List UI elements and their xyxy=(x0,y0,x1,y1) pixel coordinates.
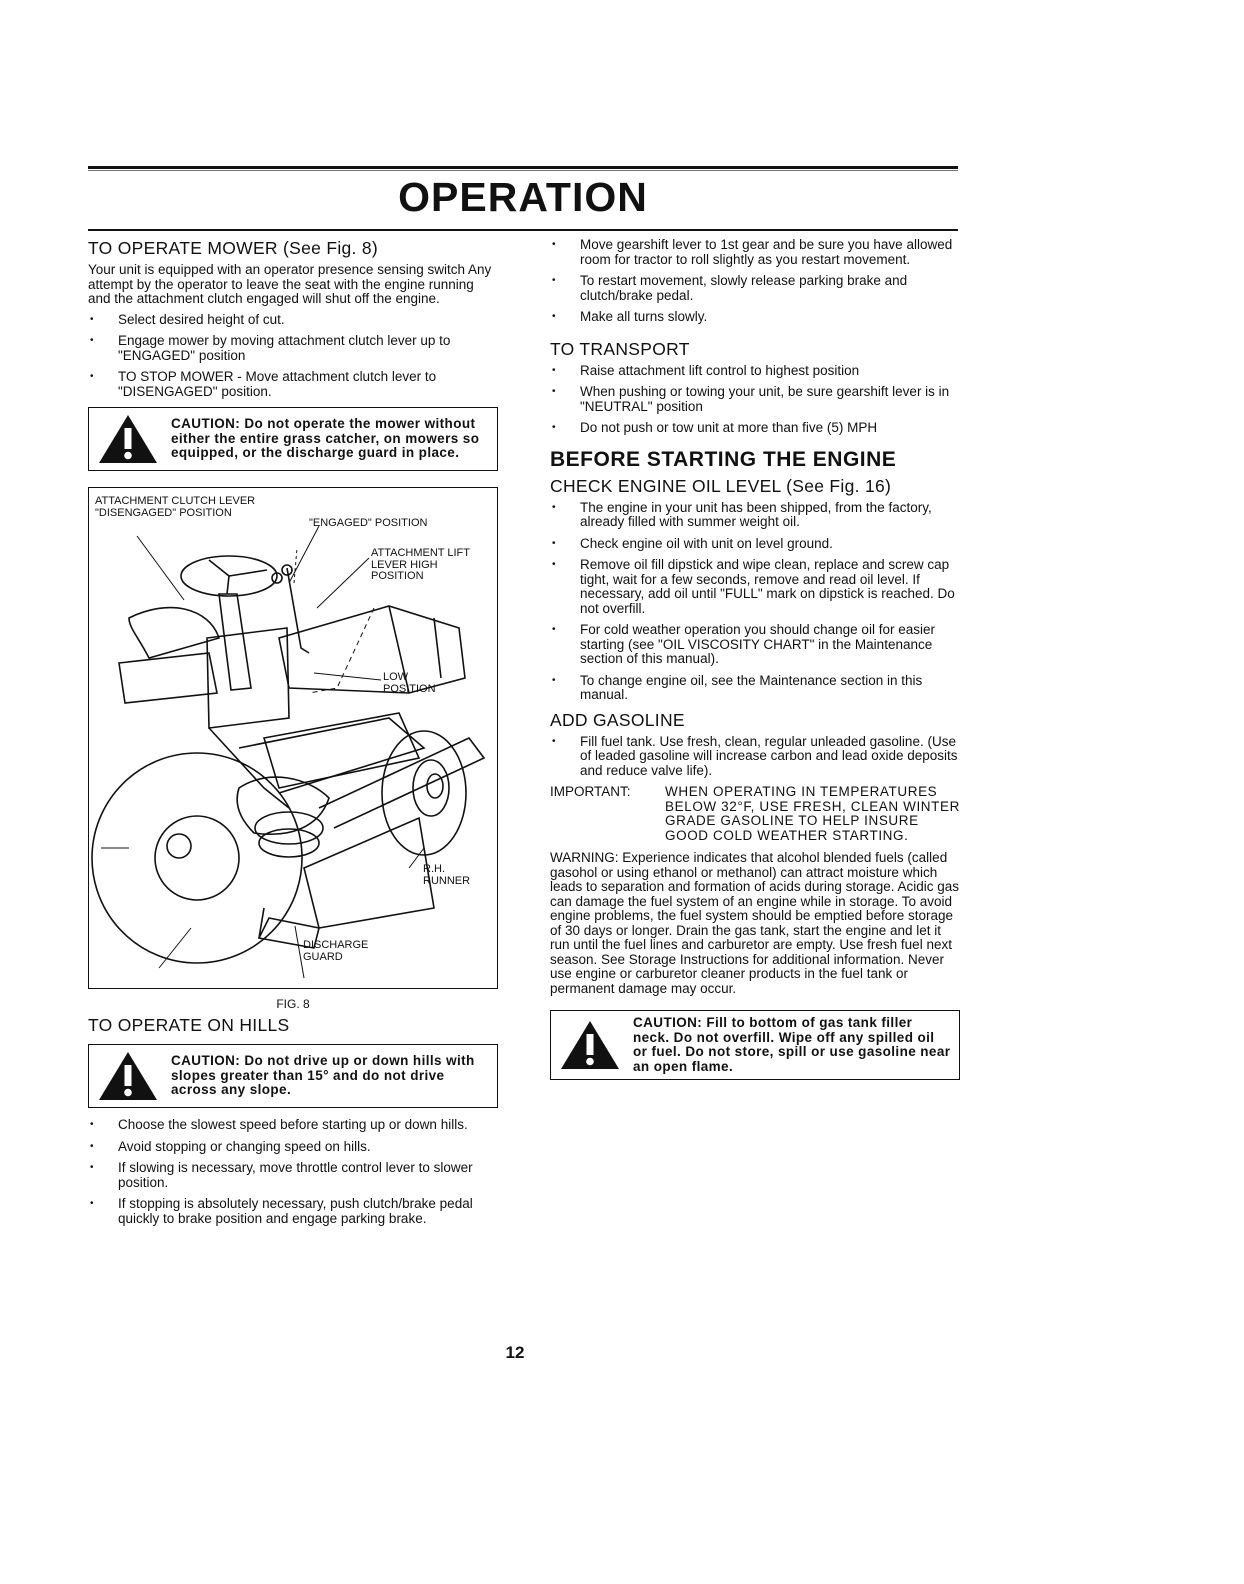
list-item: • Fill fuel tank. Use fresh, clean, regular unleaded gasoline. (Use of leaded gasoline will increase carbon and lead oxide deposits and reduce valve life). xyxy=(550,735,960,779)
important-note xyxy=(550,785,960,843)
list-item: • Do not push or tow unit at more than five (5) MPH xyxy=(550,421,960,436)
list-item: • For cold weather operation you should change oil for easier starting (see "OIL VISCOSITY CHART" in the Maintenance section of this manual). xyxy=(550,623,960,667)
gasoline-caution-text: CAUTION: Fill to bottom of gas tank filler neck. Do not overfill. Wipe off any spilled oil or fuel. Do not store, spill or use gasoline near an open flame. xyxy=(633,1015,951,1074)
transport-bullets xyxy=(550,364,960,436)
figure-caption: FIG. 8 xyxy=(276,997,310,1011)
list-item: • If slowing is necessary, move throttle control lever to slower position. xyxy=(88,1161,498,1190)
gasoline-bullets xyxy=(550,735,960,779)
list-item: • Avoid stopping or changing speed on hills. xyxy=(88,1140,498,1155)
page-number: 12 xyxy=(505,1343,525,1362)
top-rule-thin xyxy=(88,170,958,171)
right-column xyxy=(550,238,960,1090)
title-underline xyxy=(88,229,958,231)
warning-triangle-icon xyxy=(559,1019,621,1071)
transport-heading: TO TRANSPORT xyxy=(550,338,690,359)
top-rule xyxy=(88,166,958,169)
hills-caution-text: CAUTION: Do not drive up or down hills with slopes greater than 15° and do not drive across any slope. xyxy=(171,1053,475,1098)
list-item: • Move gearshift lever to 1st gear and be sure you have allowed room for tractor to roll slightly as you restart movement. xyxy=(550,238,960,267)
label-rh-runner: R.H. RUNNER xyxy=(423,863,471,887)
list-item: • Check engine oil with unit on level ground. xyxy=(550,537,960,552)
list-item: • To change engine oil, see the Maintenance section in this manual. xyxy=(550,674,960,703)
label-attachment-clutch: ATTACHMENT CLUTCH LEVER "DISENGAGED" POSITION xyxy=(95,495,256,519)
left-column xyxy=(88,238,498,1233)
label-engaged-position: "ENGAGED" POSITION xyxy=(309,517,428,529)
important-label: IMPORTANT: xyxy=(550,784,631,799)
label-low-position: LOW POSITION xyxy=(383,671,436,695)
list-item: • TO STOP MOWER - Move attachment clutch lever to "DISENGAGED" position. xyxy=(88,370,498,399)
list-item: • Make all turns slowly. xyxy=(550,310,960,325)
warning-triangle-icon xyxy=(97,413,159,465)
label-discharge-guard: DISCHARGE GUARD xyxy=(303,939,369,963)
hills-bullets xyxy=(88,1118,498,1226)
list-item: • Select desired height of cut. xyxy=(88,313,498,328)
hills-heading: TO OPERATE ON HILLS xyxy=(88,1015,290,1035)
mower-heading: TO OPERATE MOWER (See Fig. 8) xyxy=(88,238,379,258)
mower-caution-text: CAUTION: Do not operate the mower without either the entire grass catcher, on mowers so equipped, or the discharge guard in place. xyxy=(171,416,480,461)
restart-bullets xyxy=(550,238,960,325)
list-item: • Raise attachment lift control to highest position xyxy=(550,364,960,379)
before-starting-heading: BEFORE STARTING THE ENGINE xyxy=(550,447,897,471)
mower-intro: Your unit is equipped with an operator presence sensing switch Any attempt by the operator to leave the seat with the engine running and the attachment clutch engaged will shut off the engine. xyxy=(88,262,492,306)
list-item: • Remove oil fill dipstick and wipe clean, replace and screw cap tight, wait for a few seconds, remove and read oil level. If necessary, add oil until "FULL" mark on dipstick is reached. Do not overfill. xyxy=(550,558,960,616)
list-item: • When pushing or towing your unit, be sure gearshift lever is in "NEUTRAL" position xyxy=(550,385,960,414)
fig-8-illustration xyxy=(88,487,498,989)
warning-paragraph: WARNING: Experience indicates that alcohol blended fuels (called gasohol or using ethanol or methanol) can attract moisture which leads to separation and formation of acids during storage. Acidic gas can damage the fuel system of an engine while in storage. To avoid engine problems, the fuel system should be emptied before storage of 30 days or longer. Drain the gas tank, start the engine and let it run until the fuel lines and carburetor are empty. Use fresh fuel next season. See Storage Instructions for additional information. Never use engine or carburetor cleaner products in the fuel tank or permanent damage may occur. xyxy=(550,850,959,996)
important-text: WHEN OPERATING IN TEMPERATURES BELOW 32°F, USE FRESH, CLEAN WINTER GRADE GASOLINE TO HELP INSURE GOOD COLD WEATHER STARTING. xyxy=(665,784,960,843)
list-item: • Engage mower by moving attachment clutch lever up to "ENGAGED" position xyxy=(88,334,498,363)
mower-bullets xyxy=(88,313,498,400)
list-item: • The engine in your unit has been shipped, from the factory, already filled with summer weight oil. xyxy=(550,501,960,530)
warning-triangle-icon xyxy=(97,1050,159,1102)
oil-bullets xyxy=(550,501,960,703)
mower-caution-box xyxy=(88,407,498,471)
gasoline-heading: ADD GASOLINE xyxy=(550,709,685,730)
label-attachment-lift-lever: ATTACHMENT LIFT LEVER HIGH POSITION xyxy=(371,547,470,582)
oil-heading: CHECK ENGINE OIL LEVEL (See Fig. 16) xyxy=(550,475,892,496)
hills-caution-box xyxy=(88,1044,498,1108)
page-title: OPERATION xyxy=(398,174,648,220)
gasoline-caution-box xyxy=(550,1010,960,1080)
list-item: • To restart movement, slowly release parking brake and clutch/brake pedal. xyxy=(550,274,960,303)
list-item: • Choose the slowest speed before starting up or down hills. xyxy=(88,1118,498,1133)
list-item: • If stopping is absolutely necessary, push clutch/brake pedal quickly to brake position and engage parking brake. xyxy=(88,1197,498,1226)
